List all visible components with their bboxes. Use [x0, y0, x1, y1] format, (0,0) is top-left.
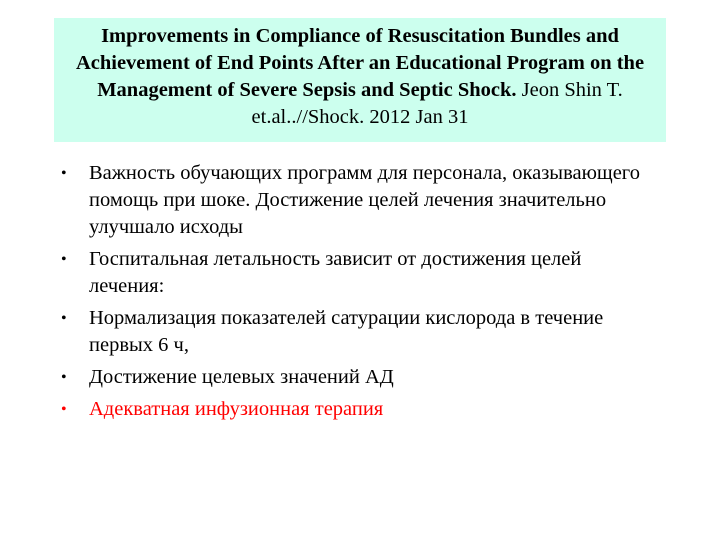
bullet-item: [58, 246, 658, 300]
slide-title: Improvements in Compliance of Resuscitation Bundles and Achievement of End Points After an Educational Program on the Management of Severe Sepsis and Septic Shock.: [75, 25, 645, 101]
bullet-text: Достижение целевых значений АД: [89, 366, 394, 388]
bullet-text: Адекватная инфузионная терапия: [89, 398, 384, 420]
slide-title-box: [54, 18, 666, 142]
bullet-text: Важность обучающих программ для персонала, оказывающего помощь при шоке. Достижение целей лечения значительно улучшало исходы: [89, 162, 640, 238]
bullet-marker: •: [61, 251, 67, 268]
bullet-item: [58, 160, 658, 241]
bullet-text: Госпитальная летальность зависит от достижения целей лечения:: [89, 248, 582, 297]
bullet-marker: •: [61, 401, 67, 418]
bullet-marker: •: [61, 165, 67, 182]
bullet-text: Нормализация показателей сатурации кислорода в течение первых 6 ч,: [89, 307, 604, 356]
citation-text: Jeon Shin T. et.al..//Shock. 2012 Jan 31: [251, 79, 623, 128]
bullet-item: [58, 364, 658, 391]
bullet-marker: •: [61, 369, 67, 386]
bullet-item-highlighted: [58, 396, 658, 423]
bullet-list: [58, 160, 658, 428]
bullet-item: [58, 305, 658, 359]
bullet-marker: •: [61, 310, 67, 327]
